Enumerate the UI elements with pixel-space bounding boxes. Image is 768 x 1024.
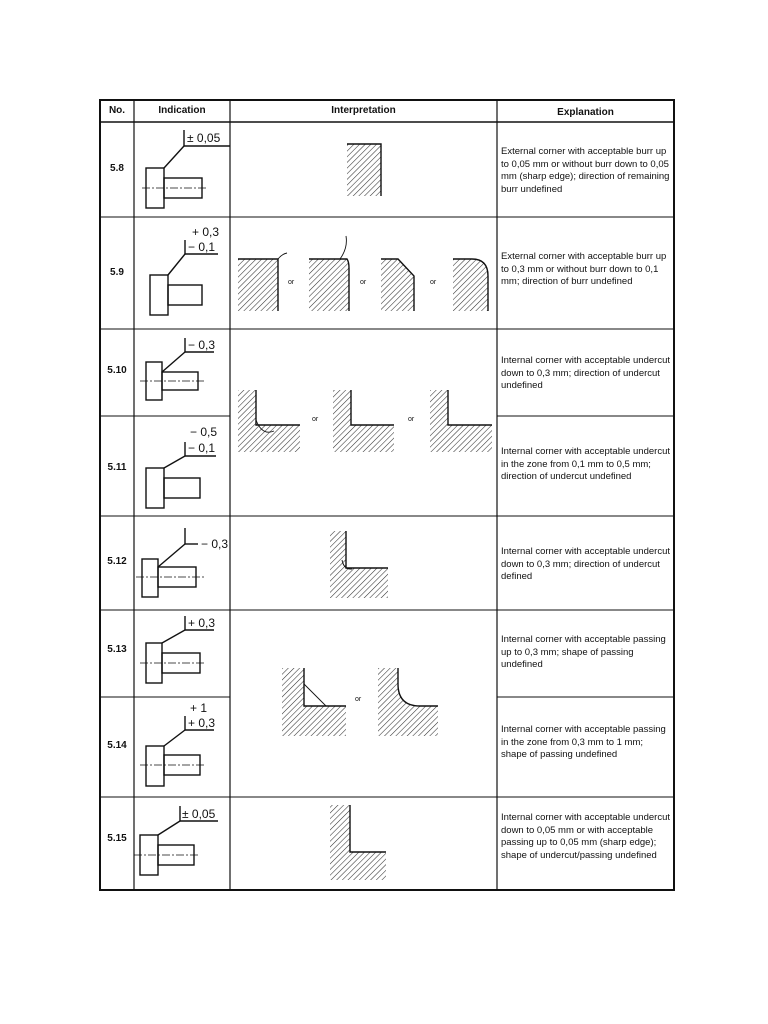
row-number: 5.15 [107,833,127,844]
row-number: 5.8 [110,163,124,174]
interpretation-5-15 [330,805,386,880]
row-number: 5.11 [107,462,127,473]
header-indication: Indication [158,105,206,116]
row-number: 5.13 [107,644,127,655]
or-label: or [288,279,295,286]
header-no: No. [108,105,126,116]
explanation-text: Internal corner with acceptable passing up to 0,3 mm; shape of passing undefined [501,634,666,670]
or-label: or [430,279,437,286]
or-label: or [312,416,319,423]
or-label: or [355,696,362,703]
interpretation-5-8 [347,144,381,196]
indication-5-12 [136,528,204,597]
explanation-text: Internal corner with acceptable undercut down to 0,3 mm; direction of undercut defined [501,546,670,582]
explanation-text: External corner with acceptable burr up to 0,05 mm or without burr down to 0,05 mm (sharp edge); direction of remaining burr undefined [501,146,670,195]
indication-5-8-text: ± 0,05 [187,131,221,145]
or-label: or [408,416,415,423]
indication-5-11-text-upper: − 0,5 [190,425,218,439]
explanation-text: Internal corner with acceptable undercut down to 0,05 mm or with acceptable passing up to 0,05 mm (sharp edge); shape of undercut/passing undefined [501,812,670,861]
or-label: or [360,279,367,286]
table-grid [100,100,674,890]
indication-5-9-text-upper: + 0,3 [192,225,220,239]
row-number: 5.10 [107,365,127,376]
explanation-text: Internal corner with acceptable undercut down to 0,3 mm; direction of undercut undefined [501,355,670,391]
interpretation-5-10-5-11 [238,390,492,452]
header-explanation: Explanation [557,107,614,118]
indication-5-11-text-lower: − 0,1 [188,441,216,455]
row-number: 5.14 [107,740,127,751]
indication-5-15-text: ± 0,05 [182,807,216,821]
header-interpretation: Interpretation [331,105,396,116]
row-number: 5.9 [110,267,124,278]
interpretation-5-9 [238,236,488,311]
indication-5-12-text: − 0,3 [201,537,229,551]
explanation-text: External corner with acceptable burr up to 0,3 mm or without burr down to 0,1 mm; direction of burr undefined [501,251,667,287]
indication-5-14-text-upper: + 1 [190,701,208,715]
explanation-text: Internal corner with acceptable undercut in the zone from 0,1 mm to 0,5 mm; direction of undercut undefined [501,446,670,482]
indication-5-13-text: + 0,3 [188,616,216,630]
explanation-text: Internal corner with acceptable passing in the zone from 0,3 mm to 1 mm; shape of passing undefined [501,724,666,760]
indication-5-10-text: − 0,3 [188,338,216,352]
indication-5-9-text-lower: − 0,1 [188,240,216,254]
interpretation-5-12 [330,531,388,598]
row-number: 5.12 [107,556,127,567]
indication-5-14-text-lower: + 0,3 [188,716,216,730]
